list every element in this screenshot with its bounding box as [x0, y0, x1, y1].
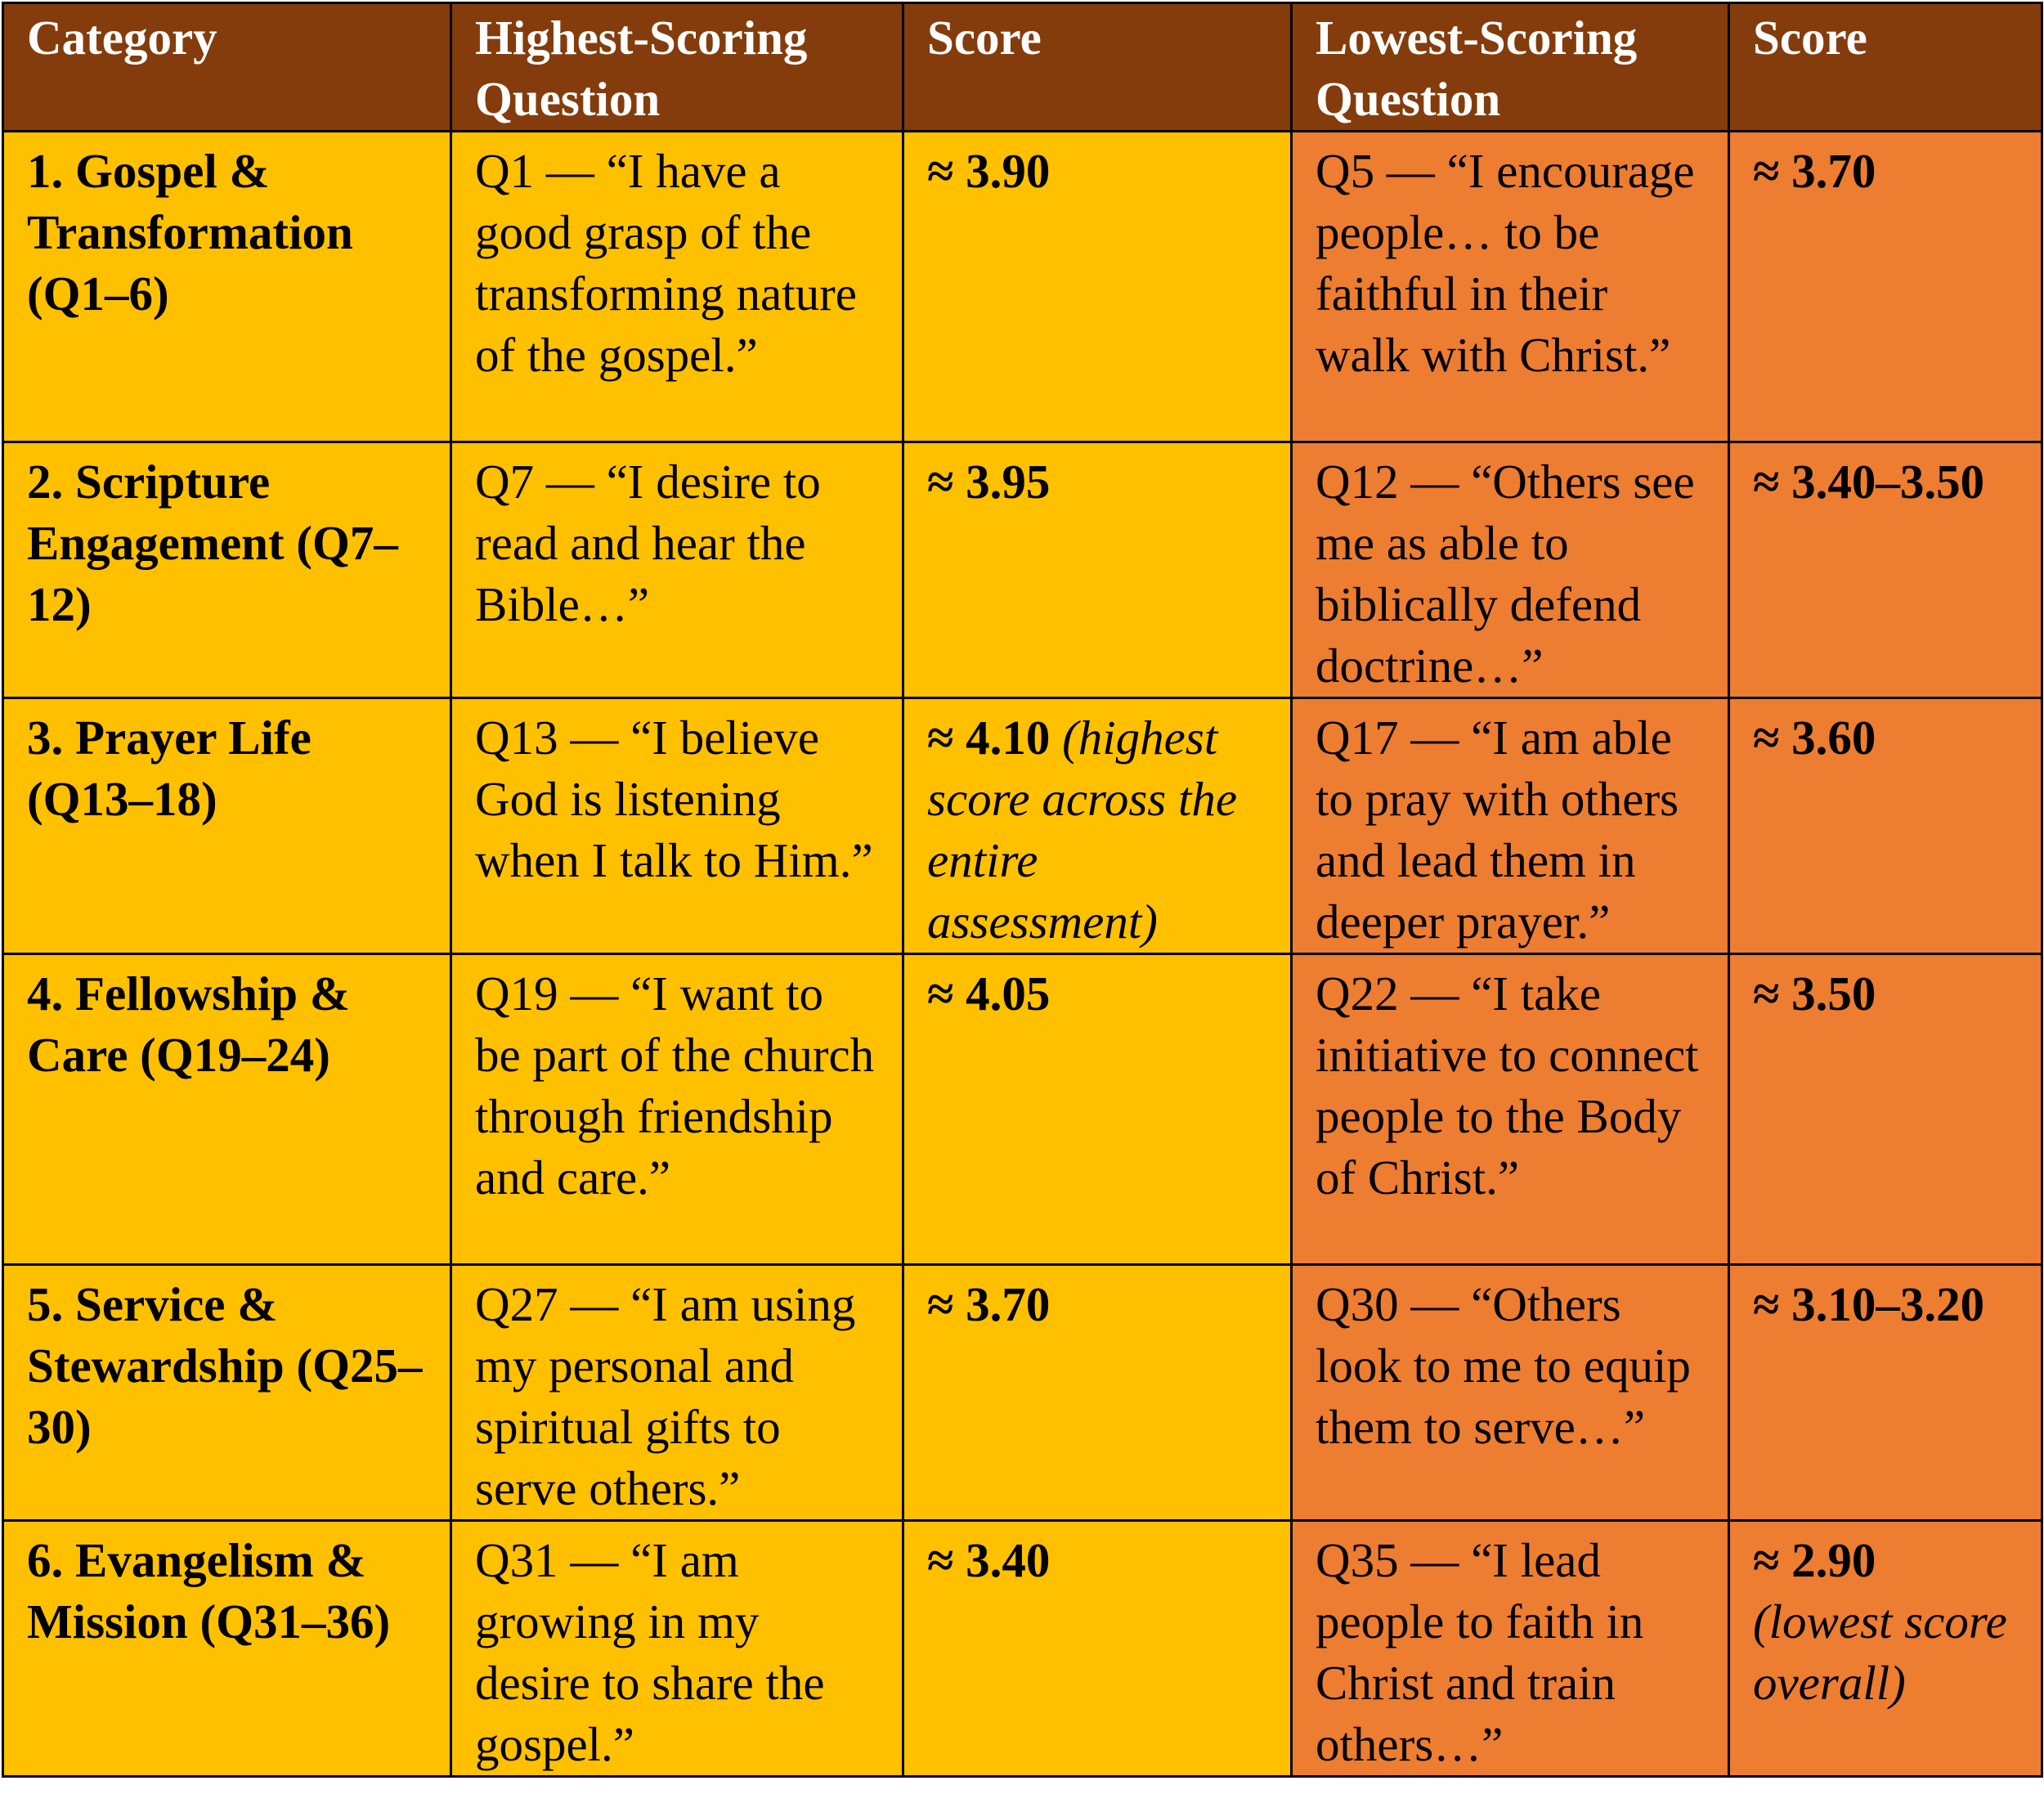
- highest-score-note: (highest score across the entire assessment): [927, 711, 1238, 949]
- highest-question-cell: Q13 — “I believe God is listening when I talk to Him.”: [451, 698, 903, 954]
- header-lowest-question: Lowest-Scoring Question: [1292, 3, 1729, 132]
- highest-score-value: ≈ 4.05: [927, 967, 1051, 1020]
- highest-score-cell: [903, 1521, 1292, 1777]
- lowest-score-value: ≈ 3.40–3.50: [1753, 455, 1985, 509]
- lowest-score-cell: [1729, 1521, 2042, 1777]
- table-row: [3, 698, 2042, 954]
- highest-question-cell: Q31 — “I am growing in my desire to share the gospel.”: [451, 1521, 903, 1777]
- highest-score-value: ≈ 3.70: [927, 1277, 1051, 1331]
- highest-score-value: ≈ 3.95: [927, 455, 1051, 509]
- lowest-score-cell: [1729, 954, 2042, 1265]
- highest-question-cell: Q19 — “I want to be part of the church through friendship and care.”: [451, 954, 903, 1265]
- highest-score-value: ≈ 4.10: [927, 711, 1051, 765]
- header-lowest-score: Score: [1729, 3, 2042, 132]
- category-cell: 5. Service & Stewardship (Q25–30): [3, 1265, 451, 1521]
- lowest-score-value: ≈ 3.70: [1753, 144, 1876, 198]
- highest-score-cell: [903, 698, 1292, 954]
- table-row: [3, 954, 2042, 1265]
- lowest-score-note: (lowest score overall): [1753, 1594, 2007, 1710]
- highest-score-cell: [903, 1265, 1292, 1521]
- lowest-question-cell: Q22 — “I take initiative to connect people to the Body of Christ.”: [1292, 954, 1729, 1265]
- lowest-question-cell: Q17 — “I am able to pray with others and lead them in deeper prayer.”: [1292, 698, 1729, 954]
- lowest-score-value: ≈ 3.10–3.20: [1753, 1277, 1985, 1331]
- table-row: [3, 1265, 2042, 1521]
- lowest-score-cell: [1729, 1265, 2042, 1521]
- category-cell: 3. Prayer Life (Q13–18): [3, 698, 451, 954]
- lowest-score-value: ≈ 3.50: [1753, 967, 1876, 1020]
- lowest-score-cell: [1729, 698, 2042, 954]
- highest-question-cell: Q27 — “I am using my personal and spiritual gifts to serve others.”: [451, 1265, 903, 1521]
- lowest-question-cell: Q35 — “I lead people to faith in Christ and train others…”: [1292, 1521, 1729, 1777]
- table-row: [3, 1521, 2042, 1777]
- table-header-row: [3, 3, 2042, 132]
- header-highest-score: Score: [903, 3, 1292, 132]
- highest-question-cell: Q1 — “I have a good grasp of the transforming nature of the gospel.”: [451, 132, 903, 442]
- lowest-question-cell: Q5 — “I encourage people… to be faithful in their walk with Christ.”: [1292, 132, 1729, 442]
- category-cell: 6. Evangelism & Mission (Q31–36): [3, 1521, 451, 1777]
- highest-question-cell: Q7 — “I desire to read and hear the Bible…”: [451, 442, 903, 698]
- category-cell: 1. Gospel & Transformation (Q1–6): [3, 132, 451, 442]
- lowest-question-cell: Q30 — “Others look to me to equip them to serve…”: [1292, 1265, 1729, 1521]
- highest-score-value: ≈ 3.90: [927, 144, 1051, 198]
- highest-score-cell: [903, 132, 1292, 442]
- lowest-score-cell: [1729, 442, 2042, 698]
- header-category: Category: [3, 3, 451, 132]
- category-scores-table: [2, 2, 2043, 1778]
- lowest-score-cell: [1729, 132, 2042, 442]
- highest-score-cell: [903, 954, 1292, 1265]
- lowest-question-cell: Q12 — “Others see me as able to biblically defend doctrine…”: [1292, 442, 1729, 698]
- highest-score-value: ≈ 3.40: [927, 1533, 1051, 1587]
- table-row: [3, 132, 2042, 442]
- category-cell: 2. Scripture Engagement (Q7–12): [3, 442, 451, 698]
- table-row: [3, 442, 2042, 698]
- lowest-score-value: ≈ 2.90: [1753, 1533, 1876, 1587]
- category-cell: 4. Fellowship & Care (Q19–24): [3, 954, 451, 1265]
- highest-score-cell: [903, 442, 1292, 698]
- header-highest-question: Highest-Scoring Question: [451, 3, 903, 132]
- lowest-score-value: ≈ 3.60: [1753, 711, 1876, 765]
